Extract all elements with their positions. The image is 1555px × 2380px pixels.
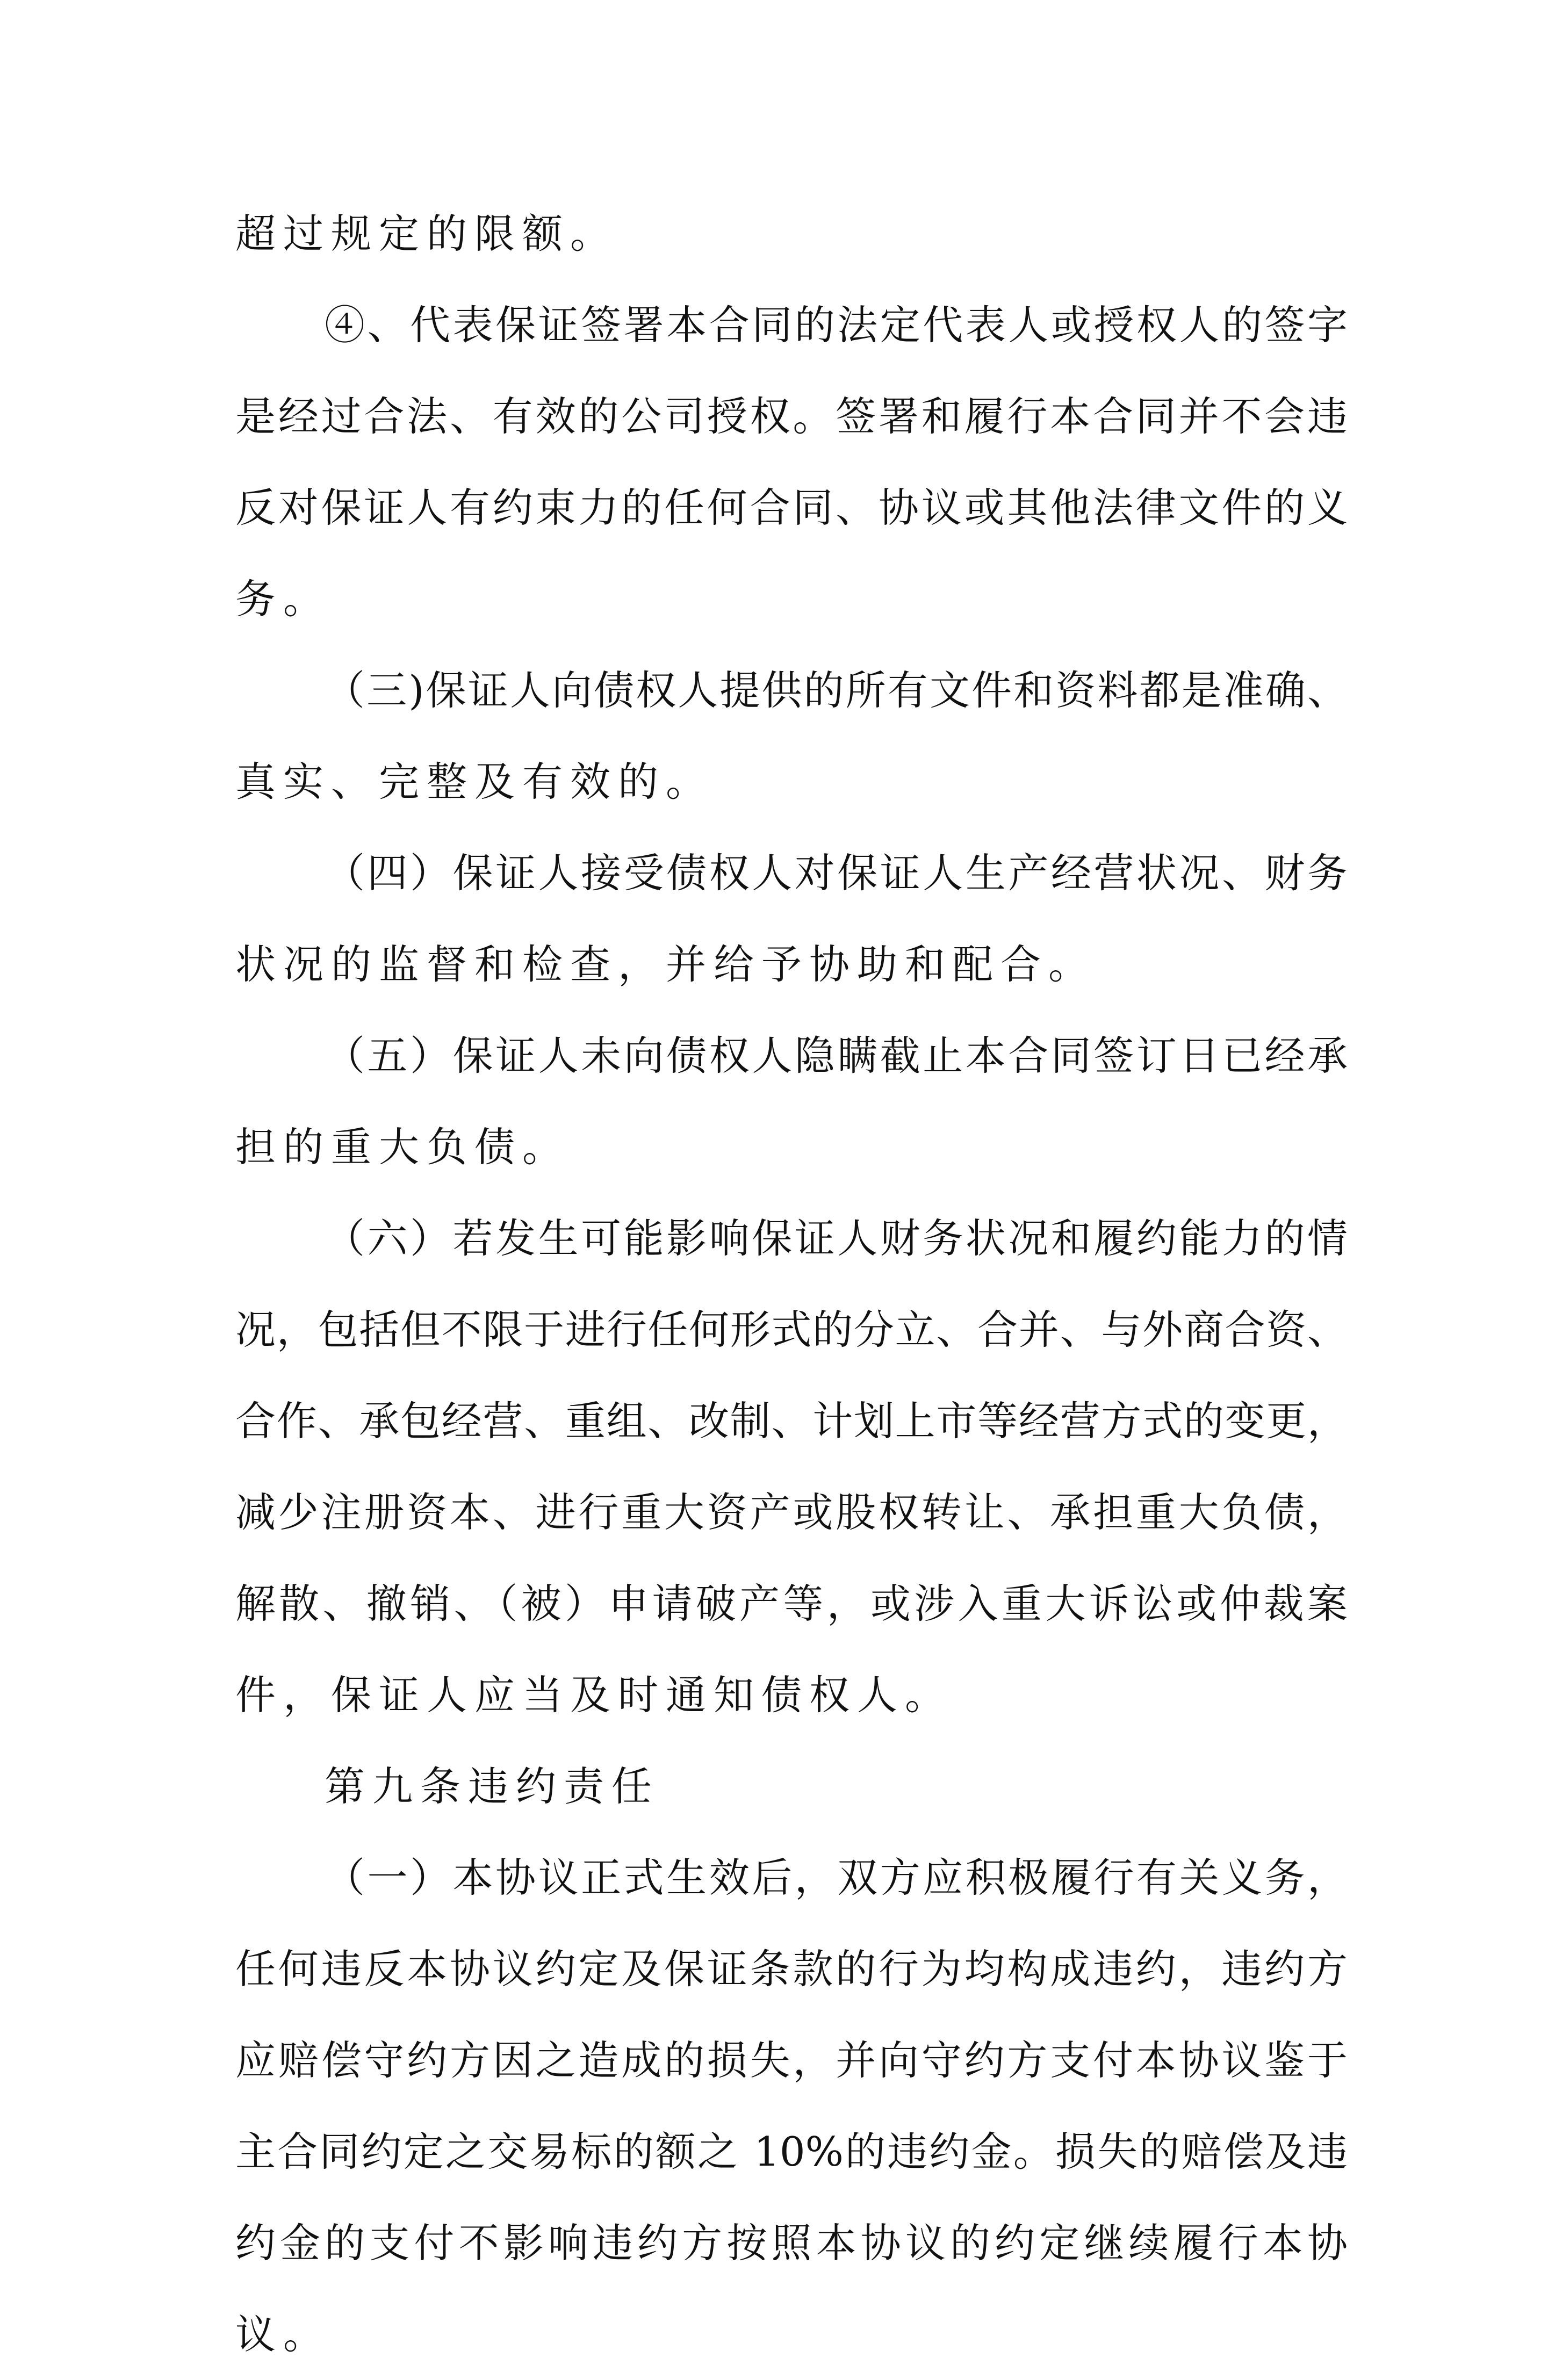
document-body <box>235 188 1348 2380</box>
text-line: ④、代表保证签署本合同的法定代表人或授权人的签字 <box>325 301 1348 349</box>
text-line: 议。 <box>235 2311 332 2358</box>
text-line: 是经过合法、有效的公司授权。签署和履行本合同并不会违 <box>235 393 1348 440</box>
text-line: 反对保证人有约束力的任何合同、协议或其他法律文件的义 <box>235 484 1348 531</box>
text-line: 约金的支付不影响违约方按照本协议的约定继续履行本协 <box>235 2219 1348 2267</box>
text-line: （四）保证人接受债权人对保证人生产经营状况、财务 <box>325 849 1348 897</box>
text-line: （五）保证人未向债权人隐瞒截止本合同签订日已经承 <box>325 1032 1348 1079</box>
text-line: 真实、完整及有效的。 <box>235 758 714 805</box>
text-line: 件，保证人应当及时通知债权人。 <box>235 1671 953 1719</box>
text-line: 应赔偿守约方因之造成的损失，并向守约方支付本协议鉴于 <box>235 2037 1348 2084</box>
section-heading: 第九条违约责任 <box>325 1763 660 1810</box>
text-line: （六）若发生可能影响保证人财务状况和履约能力的情 <box>325 1215 1348 1262</box>
text-line: 解散、撤销、（被）申请破产等，或涉入重大诉讼或仲裁案 <box>235 1580 1348 1627</box>
text-line: 超过规定的限额。 <box>235 210 618 257</box>
text-line: 减少注册资本、进行重大资产或股权转让、承担重大负债， <box>235 1489 1348 1536</box>
text-line: （一）本协议正式生效后，双方应积极履行有关义务， <box>325 1854 1348 1901</box>
text-line: 务。 <box>235 575 332 623</box>
text-line: 况，包括但不限于进行任何形式的分立、合并、与外商合资、 <box>235 1306 1348 1353</box>
text-line: 担的重大负债。 <box>235 1123 571 1171</box>
text-line: 任何违反本协议约定及保证条款的行为均构成违约，违约方 <box>235 1945 1348 1993</box>
text-line: 状况的监督和检查，并给予协助和配合。 <box>235 941 1097 988</box>
text-line: 主合同约定之交易标的额之 10%的违约金。损失的赔偿及违 <box>235 2128 1348 2175</box>
text-line: 合作、承包经营、重组、改制、计划上市等经营方式的变更， <box>235 1397 1348 1445</box>
text-line: （三)保证人向债权人提供的所有文件和资料都是准确、 <box>325 667 1348 714</box>
